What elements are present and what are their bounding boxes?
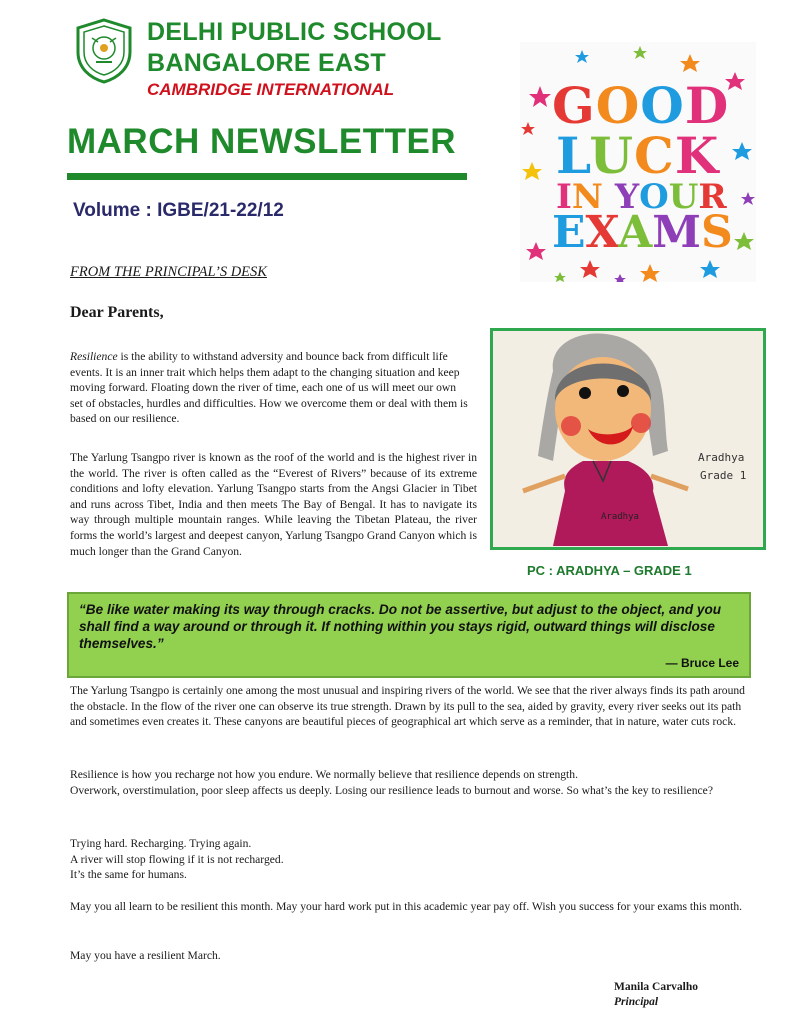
signature-title: Principal <box>614 996 659 1008</box>
quote-box <box>67 592 751 678</box>
child-drawing <box>490 328 766 550</box>
section-heading: FROM THE PRINCIPAL’S DESK <box>70 264 267 280</box>
newsletter-title: MARCH NEWSLETTER <box>67 122 457 161</box>
volume-label: Volume : IGBE/21-22/12 <box>73 200 284 221</box>
school-name-line1: DELHI PUBLIC SCHOOL <box>147 18 442 46</box>
paragraph-yarlung: The Yarlung Tsangpo river is known as the roof of the world and is the highest river in the world. The river is often called as the “Everest of Rivers” because of its extreme conditions and lofty elevation. Yarlung Tsangpo starts from the Angsi Glacier in Tibet and runs across Tibet, India and then meets The Bay of Bengal. It has to navigate its way through multiple mountain ranges. While leaving the Tibetan Plateau, the river forms the world’s largest and deepest canyon, Yarlung Tsangpo Grand Canyon which is much longer than the Grand Canyon. <box>70 451 477 558</box>
salutation: Dear Parents, <box>70 304 164 321</box>
drawing-name-tag: Aradhya <box>698 451 745 464</box>
quote-author: — Bruce Lee <box>665 656 739 670</box>
paragraph-recharge <box>70 767 750 798</box>
paragraph-trying <box>70 836 750 883</box>
recharge-line1: Resilience is how you recharge not how you endure. We normally believe that resilience depends on strength. <box>70 768 578 781</box>
drawing-grade-tag: Grade 1 <box>700 469 747 482</box>
trying-line2: A river will stop flowing if it is not recharged. <box>70 852 284 866</box>
title-divider <box>67 173 467 180</box>
paragraph-wishes: May you all learn to be resilient this month. May your hard work put in this academic year pay off. Wish you success for your exams this month. <box>70 900 743 913</box>
affiliation-label: CAMBRIDGE INTERNATIONAL <box>147 80 395 99</box>
good-luck-line1: GOOD <box>552 76 730 135</box>
good-luck-line4: EXAMS <box>552 207 733 258</box>
good-luck-line2: LUCK <box>556 126 720 185</box>
good-luck-line3: IN YOUR <box>556 177 727 217</box>
signature-name: Manila Carvalho <box>614 981 699 993</box>
trying-line1: Trying hard. Recharging. Trying again. <box>70 837 252 850</box>
paragraph-river-path: The Yarlung Tsangpo is certainly one among the most unusual and inspiring rivers of the world. We see that the river always finds its path around the obstacle. In the flow of the river one can observe its true strength. Drawn by its pull to the sea, aided by gravity, every river seeks out its path and sometimes even creates it. These canyons are beautiful pieces of geographical art which serve as a reminder, that in nature, water cuts rock. <box>70 684 745 729</box>
paragraph-resilience-text: is the ability to withstand adversity and bounce back from difficult life events. It is an inner trait which helps them adapt to the changing situation and keep moving forward. Floating down the river of time, each one of us will meet our own set of obstacles, hurdles and difficulties. How we overcome them or deal with them is based on our resilience. <box>70 350 468 426</box>
school-logo <box>74 18 134 84</box>
drawing-dress-label: Aradhya <box>601 512 639 522</box>
drawing-caption: PC : ARADHYA – GRADE 1 <box>527 563 692 578</box>
trying-line3: It’s the same for humans. <box>70 868 187 882</box>
paragraph-resilience <box>70 349 470 427</box>
paragraph-closing: May you have a resilient March. <box>70 949 221 962</box>
school-name-line2: BANGALORE EAST <box>147 49 386 77</box>
good-luck-image <box>520 42 756 282</box>
resilience-term: Resilience <box>70 350 118 363</box>
quote-text: “Be like water making its way through cracks. Do not be assertive, but adjust to the object, and you shall find a way around or through it. If nothing within you stays rigid, outward things will disclose themselves.” <box>79 602 722 651</box>
recharge-line2: Overwork, overstimulation, poor sleep affects us deeply. Losing our resilience leads to burnout and worse. So what’s the key to resilience? <box>70 783 713 797</box>
